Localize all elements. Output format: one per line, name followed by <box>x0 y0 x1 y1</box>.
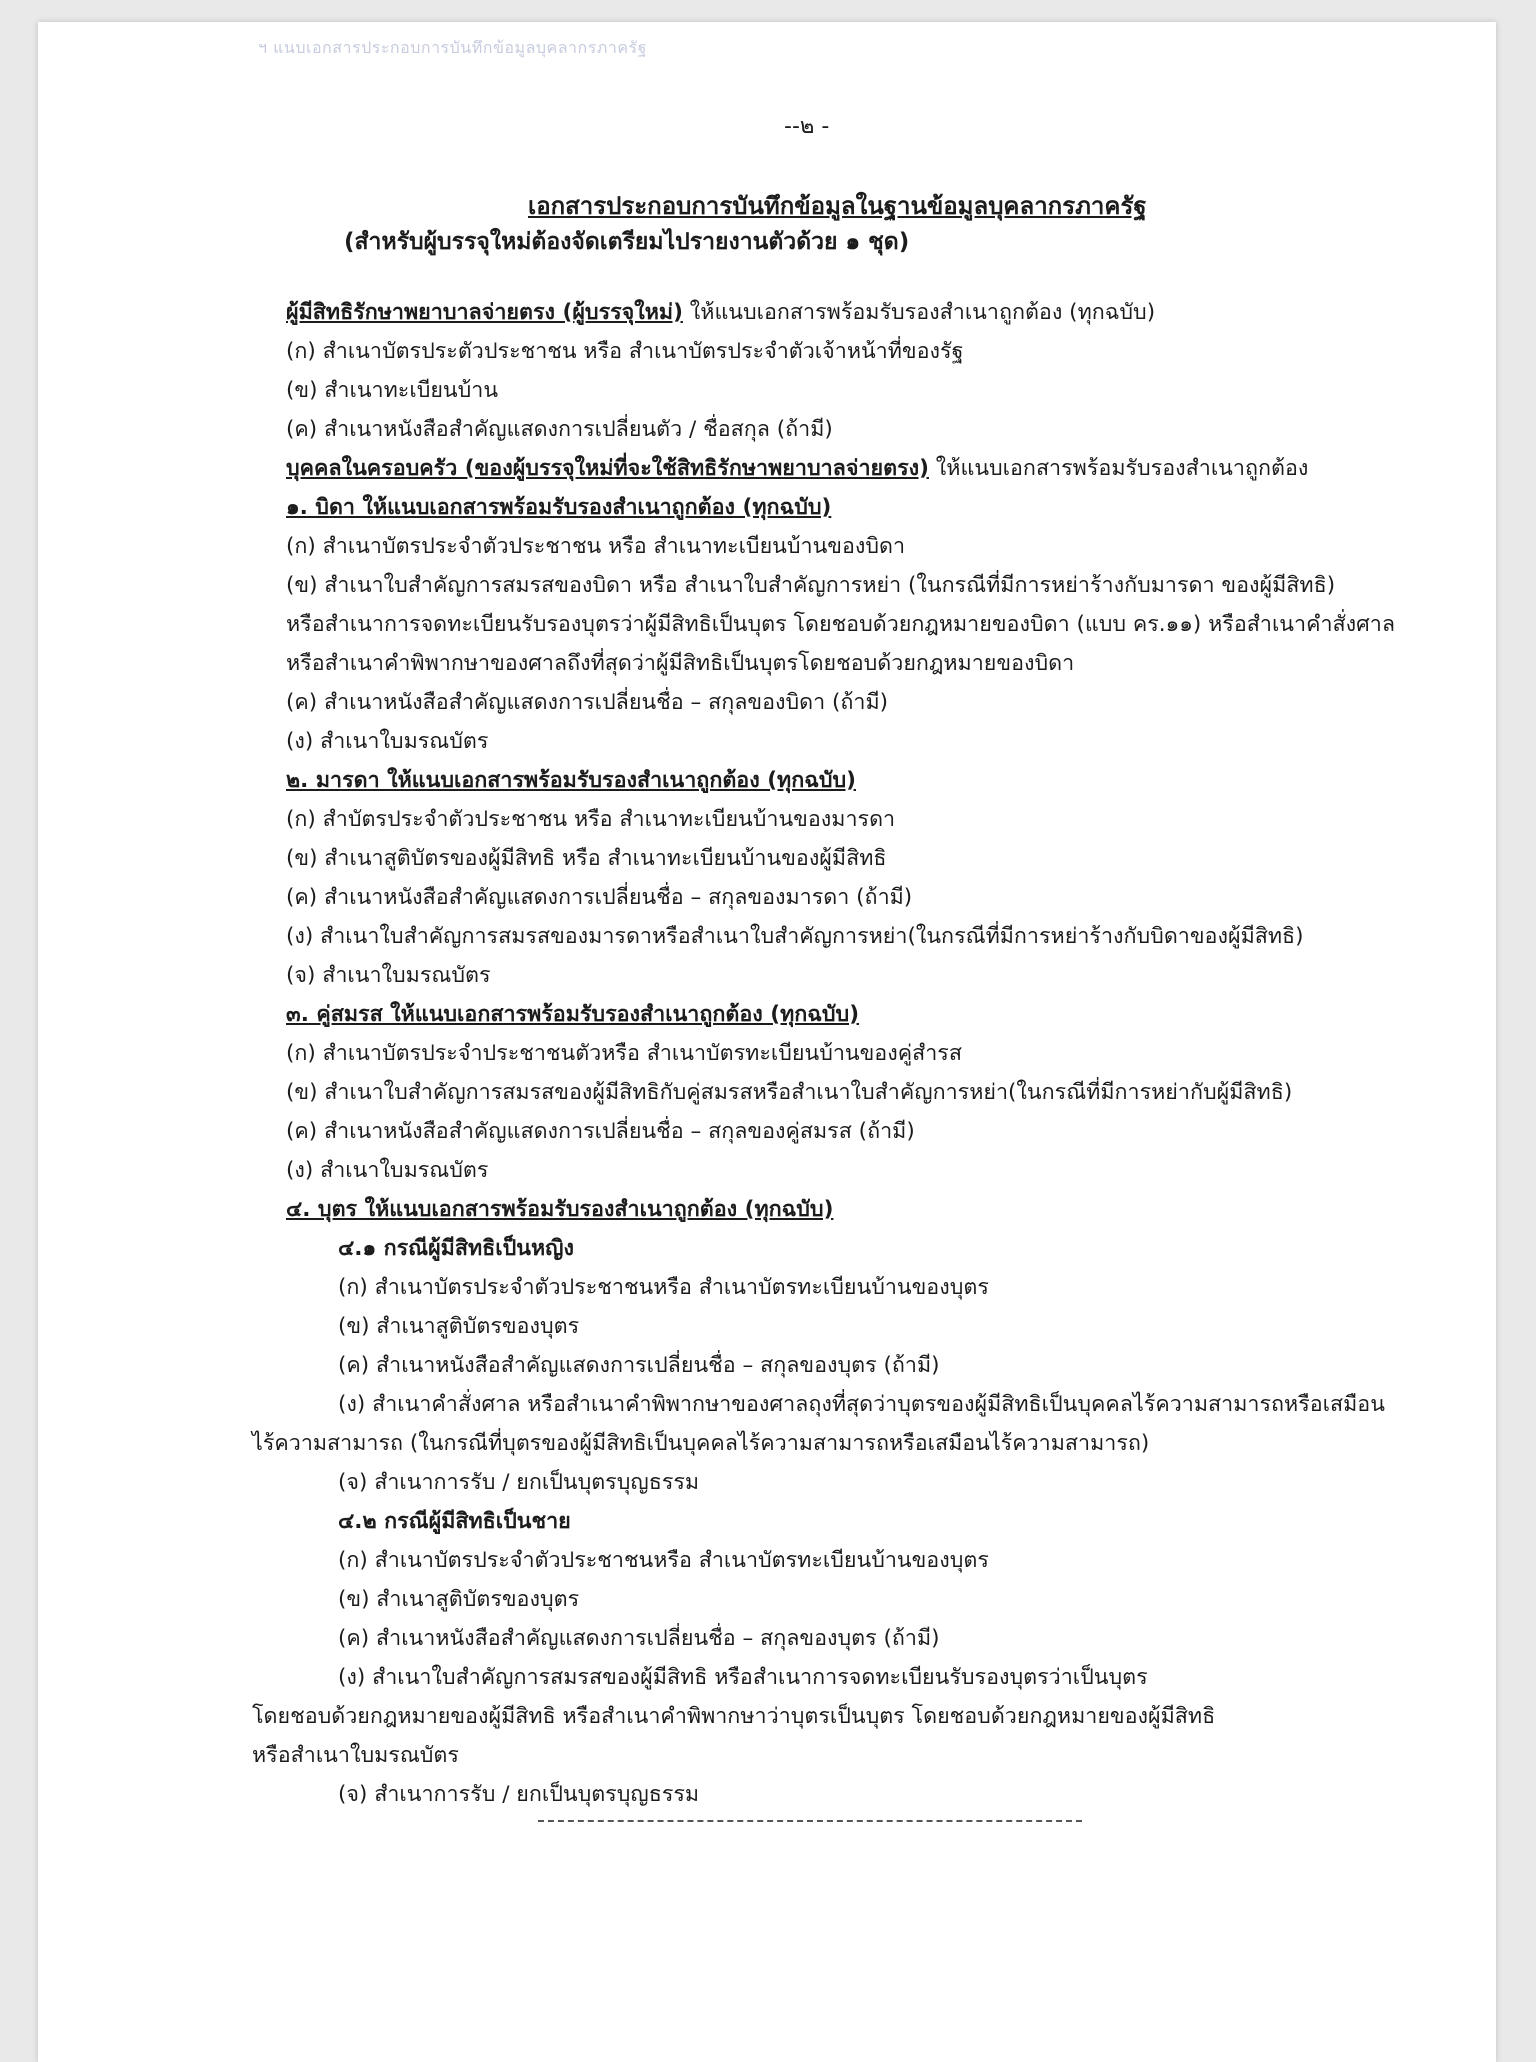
page-number: --๒ - <box>784 114 830 139</box>
section-heading-children: ๔. บุตร ให้แนบเอกสารพร้อมรับรองสำเนาถูกต้อง (ทุกฉบับ) <box>286 1197 834 1222</box>
subsection-heading-male: ๔.๒ กรณีผู้มีสิทธิเป็นชาย <box>338 1509 571 1534</box>
list-item: หรือสำเนาการจดทะเบียนรับรองบุตรว่าผู้มีสิทธิเป็นบุตร โดยชอบด้วยกฎหมายของบิดา (แบบ คร.๑๑) หรือสำเนาคำสั่งศาล <box>286 612 1396 637</box>
list-item-continuation: โดยชอบด้วยกฎหมายของผู้มีสิทธิ หรือสำเนาคำพิพากษาว่าบุตรเป็นบุตร โดยชอบด้วยกฎหมายของผู้มีสิทธิ <box>252 1704 1216 1729</box>
list-item: (ก) สำเนาบัตรประจำประชาชนตัวหรือ สำเนาบัตรทะเบียนบ้านของคู่สำรส <box>286 1041 962 1066</box>
list-item: (ก) สำบัตรประจำตัวประชาชน หรือ สำเนาทะเบียนบ้านของมารดา <box>286 807 896 832</box>
list-item: (ข) สำเนาสูติบัตรของบุตร <box>338 1314 580 1339</box>
list-item: (ค) สำเนาหนังสือสำคัญแสดงการเปลี่ยนชื่อ – สกุลของบุตร (ถ้ามี) <box>338 1626 940 1651</box>
section-heading-label: ผู้มีสิทธิรักษาพยาบาลจ่ายตรง (ผู้บรรจุใหม่) <box>286 300 683 325</box>
list-item: (จ) สำเนาการรับ / ยกเป็นบุตรบุญธรรม <box>338 1470 700 1495</box>
list-item: (ข) สำเนาสูติบัตรของบุตร <box>338 1587 580 1612</box>
subsection-heading-female: ๔.๑ กรณีผู้มีสิทธิเป็นหญิง <box>338 1236 574 1261</box>
list-item: (ข) สำเนาใบสำคัญการสมรสของผู้มีสิทธิกับคู่สมรสหรือสำเนาใบสำคัญการหย่า(ในกรณีที่มีการหย่ากับผู้มีสิทธิ) <box>286 1080 1293 1105</box>
list-item: (ง) สำเนาใบสำคัญการสมรสของมารดาหรือสำเนาใบสำคัญการหย่า(ในกรณีที่มีการหย่าร้างกับบิดาของผู้มีสิทธิ) <box>286 924 1304 949</box>
section-heading-direct-billing <box>286 299 1155 327</box>
list-item: หรือสำเนาคำพิพากษาของศาลถึงที่สุดว่าผู้มีสิทธิเป็นบุตรโดยชอบด้วยกฎหมายของบิดา <box>286 651 1075 676</box>
list-item: (ง) สำเนาคำสั่งศาล หรือสำเนาคำพิพากษาของศาลถุงที่สุดว่าบุตรของผู้มีสิทธิเป็นบุคคลไร้ความสามารถหรือเสมือน <box>338 1392 1385 1417</box>
list-item: (ข) สำเนาใบสำคัญการสมรสของบิดา หรือ สำเนาใบสำคัญการหย่า (ในกรณีที่มีการหย่าร้างกับมารดา ของผู้มีสิทธิ) <box>286 573 1336 598</box>
section-heading-mother: ๒. มารดา ให้แนบเอกสารพร้อมรับรองสำเนาถูกต้อง (ทุกฉบับ) <box>286 768 856 793</box>
list-item: (ข) สำเนาทะเบียนบ้าน <box>286 378 499 403</box>
list-item: (ค) สำเนาหนังสือสำคัญแสดงการเปลี่ยนชื่อ – สกุลของมารดา (ถ้ามี) <box>286 885 913 910</box>
list-item: (จ) สำเนาใบมรณบัตร <box>286 963 491 988</box>
list-item: (ก) สำเนาบัตรประจำตัวประชาชนหรือ สำเนาบัตรทะเบียนบ้านของบุตร <box>338 1275 989 1300</box>
section-heading-tail: ให้แนบเอกสารพร้อมรับรองสำเนาถูกต้อง <box>928 456 1309 481</box>
list-item-continuation: หรือสำเนาใบมรณบัตร <box>252 1743 459 1768</box>
list-item: (ค) สำเนาหนังสือสำคัญแสดงการเปลี่ยนชื่อ – สกุลของคู่สมรส (ถ้ามี) <box>286 1119 915 1144</box>
list-item: (ค) สำเนาหนังสือสำคัญแสดงการเปลี่ยนชื่อ – สกุลของบุตร (ถ้ามี) <box>338 1353 940 1378</box>
end-divider <box>538 1820 1082 1822</box>
section-heading-label: บุคคลในครอบครัว (ของผู้บรรจุใหม่ที่จะใช้สิทธิรักษาพยาบาลจ่ายตรง) <box>286 456 929 481</box>
list-item: (ก) สำเนาบัตรประจำตัวประชาชน หรือ สำเนาทะเบียนบ้านของบิดา <box>286 534 906 559</box>
list-item: (จ) สำเนาการรับ / ยกเป็นบุตรบุญธรรม <box>338 1782 700 1807</box>
list-item: (ง) สำเนาใบสำคัญการสมรสของผู้มีสิทธิ หรือสำเนาการจดทะเบียนรับรองบุตรว่าเป็นบุตร <box>338 1665 1148 1690</box>
list-item-continuation: ไร้ความสามารถ (ในกรณีที่บุตรของผู้มีสิทธิเป็นบุคคลไร้ความสามารถหรือเสมือนไร้ความสามารถ) <box>252 1431 1150 1456</box>
list-item: (ง) สำเนาใบมรณบัตร <box>286 729 489 754</box>
faint-header-text: ฯ แนบเอกสารประกอบการบันทึกข้อมูลบุคลากรภาครัฐ <box>258 38 647 57</box>
section-heading-family <box>286 455 1308 483</box>
document-title: เอกสารประกอบการบันทึกข้อมูลในฐานข้อมูลบุคลากรภาครัฐ <box>528 192 1147 220</box>
section-heading-father: ๑. บิดา ให้แนบเอกสารพร้อมรับรองสำเนาถูกต้อง (ทุกฉบับ) <box>286 495 832 520</box>
section-heading-tail: ให้แนบเอกสารพร้อมรับรองสำเนาถูกต้อง (ทุกฉบับ) <box>682 300 1156 325</box>
list-item: (ข) สำเนาสูติบัตรของผู้มีสิทธิ หรือ สำเนาทะเบียนบ้านของผู้มีสิทธิ <box>286 846 887 871</box>
list-item: (ค) สำเนาหนังสือสำคัญแสดงการเปลี่ยนชื่อ – สกุลของบิดา (ถ้ามี) <box>286 690 889 715</box>
document-subtitle: (สำหรับผู้บรรจุใหม่ต้องจัดเตรียมไปรายงานตัวด้วย ๑ ชุด) <box>344 229 910 255</box>
list-item: (ง) สำเนาใบมรณบัตร <box>286 1158 489 1183</box>
section-heading-spouse: ๓. คู่สมรส ให้แนบเอกสารพร้อมรับรองสำเนาถูกต้อง (ทุกฉบับ) <box>286 1002 860 1027</box>
list-item: (ก) สำเนาบัตรประตัวประชาชน หรือ สำเนาบัตรประจำตัวเจ้าหน้าที่ของรัฐ <box>286 339 964 364</box>
list-item: (ค) สำเนาหนังสือสำคัญแสดงการเปลี่ยนตัว / ชื่อสกุล (ถ้ามี) <box>286 417 833 442</box>
list-item: (ก) สำเนาบัตรประจำตัวประชาชนหรือ สำเนาบัตรทะเบียนบ้านของบุตร <box>338 1548 989 1573</box>
